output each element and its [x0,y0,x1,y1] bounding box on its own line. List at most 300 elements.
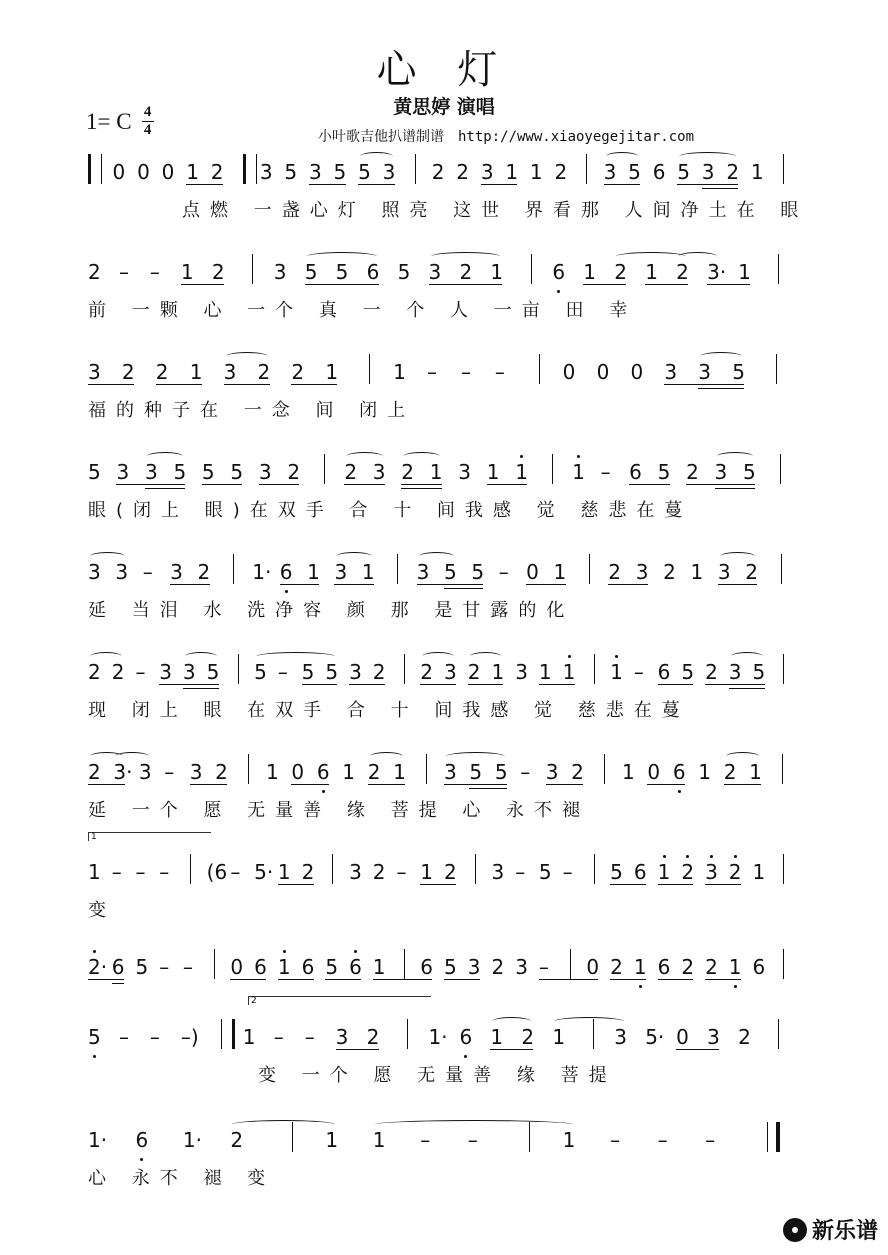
underline-beam [608,584,647,585]
note: 3 [728,660,742,684]
note: 0 [630,360,644,384]
note: 1 [307,560,320,584]
note: 2 [491,955,505,979]
underline-beam [336,1049,379,1050]
note: – [111,860,122,884]
note: 6 [420,955,433,979]
note: – [149,260,160,284]
barline [324,454,325,484]
barline [397,554,398,584]
note: 5 [254,660,267,684]
note: – [427,360,438,384]
note: 5 [284,160,298,184]
note: 2 [459,260,473,284]
note: 3 [88,560,101,584]
note: 3 [308,160,322,184]
note: – [164,760,175,784]
note: 5 [88,460,101,484]
note: 3· [707,260,727,284]
note: 3 [182,660,196,684]
note: 3 [635,560,649,584]
slur-arc [403,452,439,461]
notes-line [88,452,808,496]
note: 6 [111,955,125,979]
note: – [159,955,170,979]
note: 5 [732,360,745,384]
note: 1 [690,560,704,584]
octave-down-dot [464,1055,467,1058]
double-underline-beam [715,488,755,489]
octave-up-dot [354,950,357,953]
note: 2 [686,460,699,484]
note: 2 [366,1025,380,1049]
note: – [562,860,573,884]
underline-beam [368,784,405,785]
note: 2 [681,955,695,979]
underline-beam [349,684,385,685]
barline [589,554,590,584]
note: 5 [325,955,339,979]
note: 1 [645,260,658,284]
note: 2 [372,660,386,684]
final-barline [767,1122,780,1152]
double-underline-beam [444,588,483,589]
score-row [88,852,808,942]
octave-down-dot [322,790,325,793]
note: 1 [491,660,505,684]
note: 1 [698,760,712,784]
octave-up-dot [734,855,737,858]
notes-line [88,752,808,796]
octave-up-dot [93,950,96,953]
note: 5 [610,860,623,884]
underline-beam [186,184,223,185]
note: 3 [159,660,172,684]
lyrics-line [88,296,808,326]
note: 2 [210,160,224,184]
note: 5 [743,460,756,484]
slur-arc [115,752,148,761]
note: 2 [215,760,228,784]
note: 5 [469,760,483,784]
note: 3 [705,860,718,884]
barline [415,154,416,184]
note: 1 [538,660,552,684]
meter-top: 4 [143,104,152,120]
note: 2 [571,760,584,784]
note: 1 [552,1025,566,1049]
note: 1 [277,860,291,884]
note: 5 [358,160,371,184]
underline-beam [718,584,757,585]
barline [570,949,571,979]
underline-beam [291,384,337,385]
notes-line [88,852,808,896]
slur-arc [336,552,371,561]
note: 0 [676,1025,689,1049]
lyrics-line [88,596,808,626]
note: 5 [173,460,187,484]
notes-line [88,1120,808,1164]
octave-down-dot [734,985,737,988]
note: – [118,260,129,284]
note: 2 [372,860,386,884]
note: 0 [291,760,305,784]
note: 1 [429,460,443,484]
note: 2 [610,955,623,979]
note: 3 [491,860,505,884]
note: 2 [467,660,481,684]
underline-beam [181,284,224,285]
note: 1 [750,160,764,184]
note: – [460,360,471,384]
slur-arc [185,652,217,661]
note: 2 [554,160,568,184]
note: 3 [116,460,130,484]
underline-beam [190,784,227,785]
note: 2 [88,660,101,684]
note: 3 [273,260,287,284]
note: 1 [515,460,528,484]
underline-beam [373,979,432,980]
music-disc-icon [783,1218,807,1242]
slur-arc [470,652,502,661]
slur-arc [307,252,377,261]
note: 6 [459,1025,473,1049]
underline-beam [358,184,395,185]
underline-beam [170,584,209,585]
note: 1 [325,1128,339,1152]
octave-up-dot [577,455,580,458]
slur-arc [717,452,753,461]
note: 3 [138,760,152,784]
note: 1 [325,360,339,384]
note: 3 [698,360,712,384]
underline-beam [302,684,338,685]
barline [252,254,253,284]
note: 1 [393,360,406,384]
slur-arc [616,252,686,261]
slur-arc [147,452,183,461]
note: 2 [726,160,740,184]
underline-beam [278,884,314,885]
slur-arc [360,152,393,161]
logo-text: 新乐谱 [811,1219,878,1244]
note: 6 [349,955,362,979]
slur-arc [726,752,759,761]
note: 5 [325,660,339,684]
note: 1 [622,760,635,784]
note: 3 [444,760,457,784]
note: 5· [645,1025,665,1049]
double-underline-beam [401,488,441,489]
note: 2 [197,560,211,584]
note: 1 [420,860,433,884]
underline-beam [88,384,134,385]
underline-beam [88,979,124,980]
octave-up-dot [663,855,666,858]
note: 1 [562,660,576,684]
barline [426,754,427,784]
barline [594,854,595,884]
volta-2-bracket: 2 [248,996,431,1005]
note: 5 [444,955,457,979]
underline-beam [334,584,373,585]
underline-beam [610,979,646,980]
note: 2 [420,660,433,684]
note: 5 [752,660,766,684]
underline-beam [645,284,688,285]
underline-beam [610,884,646,885]
note: – [277,660,288,684]
volta-1-bracket: 1 [88,832,211,841]
time-signature [142,105,154,138]
note: 2· [88,955,108,979]
barline [243,154,257,184]
singer-credit: 黄思婷 演唱 [393,96,495,118]
barline [783,854,784,884]
note: – [304,1025,315,1049]
notes-line [88,1017,808,1061]
note: 2 [401,460,414,484]
octave-up-dot [710,855,713,858]
note: 6 [316,760,330,784]
notes-line [88,352,808,396]
barline [332,854,333,884]
slur-arc [226,352,268,361]
underline-beam [526,584,565,585]
note: 1 [657,860,671,884]
notes-line [88,652,808,696]
note: 2 [230,1128,244,1152]
note: – [498,560,509,584]
note: 2 [723,760,737,784]
note: 2 [614,260,627,284]
note: 1 [738,260,751,284]
note: 1· [428,1025,448,1049]
note: – [182,955,193,979]
underline-beam [401,484,441,485]
lyrics-line [88,1164,808,1194]
credit-url: http://www.xiaoyegejitar.com [458,129,695,145]
underline-beam [705,684,764,685]
notes-line [88,947,808,991]
note: – [515,860,526,884]
lyric-text: 变 一个 愿 无量善 缘 菩提 [258,1065,617,1086]
note: 1 [749,760,762,784]
note: 0 [562,360,576,384]
underline-beam [224,384,270,385]
note: 3 [428,260,442,284]
note: 3 [467,955,481,979]
octave-down-dot [557,290,560,293]
lyric-text: 眼(闭上 眼)在双手 合 十 间我感 觉 慈悲在蔓 [88,500,693,521]
barline [369,354,370,384]
barline [539,354,540,384]
underline-beam [658,684,694,685]
underline-beam [676,1049,719,1050]
underline-beam [420,884,456,885]
note: 6 [279,560,293,584]
lyric-text: 福的种子在 一念 间 闭上 [88,400,416,421]
underline-beam [707,284,750,285]
note: –) [180,1025,199,1049]
lyric-text: 现 闭上 眼 在双手 合 十 间我感 觉 慈悲在蔓 [88,700,690,721]
note: 2 [301,860,315,884]
note: 1 [529,160,543,184]
barline [404,654,405,684]
note: – [633,660,644,684]
underline-beam [156,384,202,385]
note: 3 [480,160,494,184]
note: 2 [257,360,271,384]
score-row [88,452,808,542]
note: 3 [349,860,362,884]
note: 1 [562,1128,576,1152]
note: – [142,560,153,584]
score-row [88,152,808,242]
transcriber-credit [318,126,694,146]
octave-down-dot [639,985,642,988]
note: 2 [444,860,457,884]
note: 0 [526,560,539,584]
note: 2 [287,460,301,484]
note: 5 [201,460,215,484]
note: 2 [728,860,742,884]
barline [594,654,595,684]
underline-beam [539,684,575,685]
barline [475,854,476,884]
note: 1 [180,260,194,284]
underline-beam [420,684,456,685]
note: 2 [705,955,718,979]
note: – [135,660,146,684]
lyric-text: 心 永不 褪 变 [88,1168,276,1189]
underline-beam [280,584,319,585]
underline-beam [468,684,504,685]
note: 1 [372,955,386,979]
barline [407,1019,408,1049]
underline-beam [705,884,741,885]
slur-arc [422,652,454,661]
barline [404,949,405,979]
octave-down-dot [140,1158,143,1161]
slur-arc [731,652,763,661]
underline-beam [202,484,242,485]
note: – [538,955,549,979]
note: 2 [608,560,622,584]
note: 3 [614,1025,627,1049]
lyric-text: 点燃 一盏心灯 照亮 这世 界看那 人间净土在 眼 [182,200,809,221]
slur-arc [700,352,742,361]
note: 5 [301,660,315,684]
underline-beam [88,784,125,785]
note: – [610,1128,621,1152]
barline [190,854,191,884]
note: – [135,860,146,884]
note: 3 [382,160,396,184]
barline [780,454,781,484]
song-title: 心 灯 [376,47,512,93]
lyrics-line [88,196,808,226]
note: 1 [490,1025,504,1049]
barline [552,454,553,484]
barline [238,654,239,684]
note: 1· [88,1128,108,1152]
note: 5 [657,460,671,484]
site-logo [783,1214,878,1245]
note: 3 [603,160,617,184]
note: 5 [494,760,508,784]
note: 1 [583,260,597,284]
note: 3 [416,560,430,584]
note: 0 [586,955,600,979]
note: 3 [458,460,471,484]
note: – [149,1025,160,1049]
note: 3 [717,560,731,584]
note: 5 [397,260,411,284]
note: 5· [254,860,274,884]
note: 0 [230,955,244,979]
note: 1 [361,560,375,584]
note: – [520,760,531,784]
underline-beam [325,979,361,980]
note: 1 [393,760,406,784]
key-signature [86,105,154,138]
score-row [88,352,808,442]
underline-beam [417,584,484,585]
note: – [230,860,241,884]
notes-line [88,552,808,596]
note: 1 [505,160,519,184]
score-row [88,552,808,642]
lyric-text: 变 [88,900,116,921]
note: 1 [610,660,623,684]
note: 1· [182,1128,203,1152]
note: 3 [88,360,101,384]
note: 2 [291,360,305,384]
note: 2 [745,560,758,584]
octave-up-dot [686,855,689,858]
note: 2 [663,560,676,584]
slur-arc [679,152,736,161]
note: 6 [652,160,666,184]
note: – [273,1025,284,1049]
note: – [705,1128,716,1152]
key-label: 1= C [86,108,132,134]
note: 2 [431,160,445,184]
note: 6 [254,955,267,979]
note: 1 [277,955,291,979]
note: 3 [707,1025,720,1049]
note: 2 [88,260,101,284]
note: 5 [335,260,349,284]
octave-up-dot [568,655,571,658]
note: 6 [657,955,671,979]
slur-arc [346,452,382,461]
note: 6 [552,260,566,284]
note: 2 [676,260,689,284]
slur-arc [419,552,454,561]
note: – [467,1128,478,1152]
lyrics-line [88,696,808,726]
octave-down-dot [93,1055,96,1058]
double-underline-beam [183,688,219,689]
note: 2 [705,660,718,684]
note: 5 [333,160,347,184]
note: 6 [657,660,671,684]
note: – [396,860,407,884]
